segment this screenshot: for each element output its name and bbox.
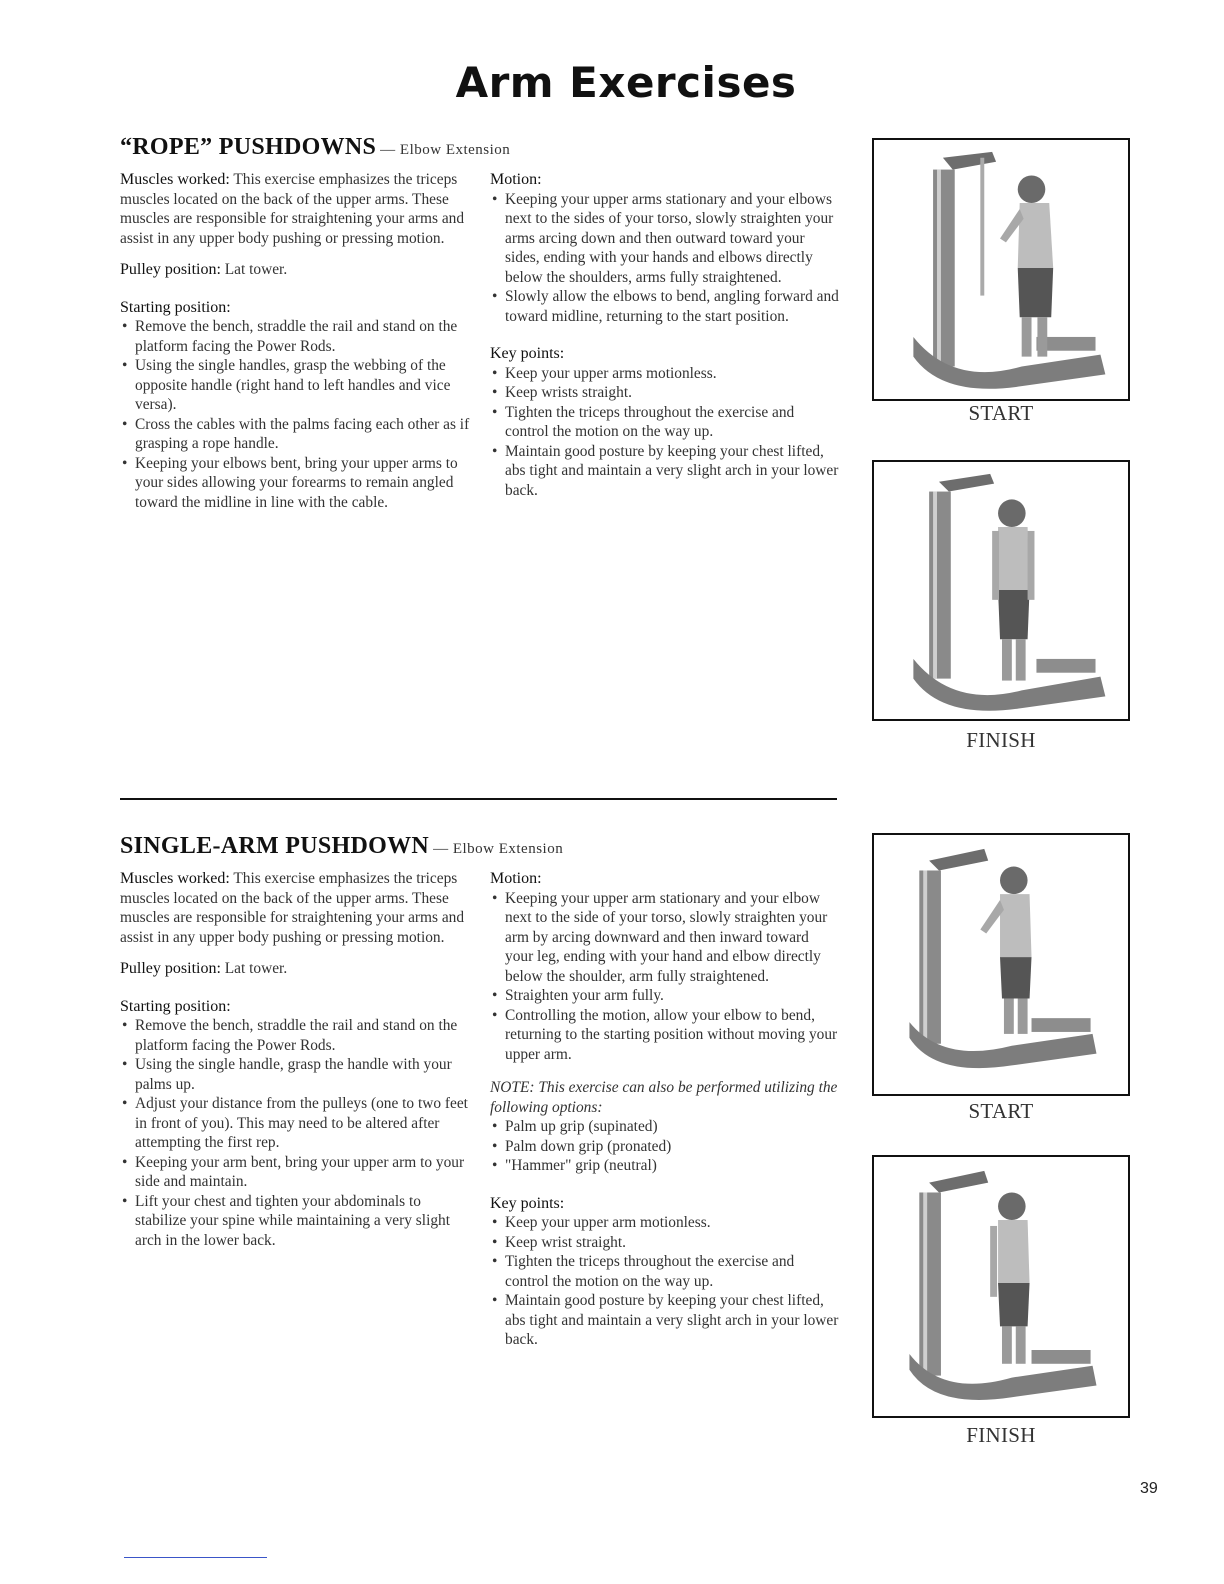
page-title: Arm Exercises xyxy=(455,58,797,107)
starting-label: Starting position: xyxy=(120,298,231,316)
finish-caption: FINISH xyxy=(966,1423,1036,1447)
pulley-text: Lat tower. xyxy=(224,261,288,278)
muscles-label: Muscles worked: xyxy=(120,171,230,188)
exercise-illustration-finish xyxy=(874,462,1128,719)
list-item: • Maintain good posture by keeping your chest lifted, abs tight and maintain a very slight arch in your lower back. xyxy=(490,442,840,501)
key-points-label: Key points: xyxy=(490,345,565,362)
list-item: • Slowly allow the elbows to bend, angling forward and toward midline, returning to the start position. xyxy=(490,287,840,326)
motion-list xyxy=(490,190,840,327)
list-item: • Straighten your arm fully. xyxy=(490,986,840,1006)
left-column xyxy=(120,869,472,1250)
finish-caption: FINISH xyxy=(966,728,1036,752)
section-subtitle: — Elbow Extension xyxy=(380,142,511,158)
footer-rule xyxy=(124,1557,267,1558)
key-points-label: Key points: xyxy=(490,1194,565,1212)
list-item: • Remove the bench, straddle the rail and stand on the platform facing the Power Rods. xyxy=(120,317,472,356)
list-item: • Controlling the motion, allow your elbow to bend, returning to the starting position without moving your upper arm. xyxy=(490,1006,840,1065)
start-caption: START xyxy=(968,1099,1034,1123)
section-divider xyxy=(120,798,837,800)
pulley-label: Pulley position: xyxy=(120,960,221,977)
section-title: SINGLE-ARM PUSHDOWN xyxy=(120,833,430,859)
list-item: • Keep wrists straight. xyxy=(490,383,840,403)
list-item: • Tighten the triceps throughout the exercise and control the motion on the way up. xyxy=(490,1252,840,1291)
section-subtitle: — Elbow Extension xyxy=(433,841,564,857)
page-number: 39 xyxy=(1140,1480,1158,1497)
note-text: NOTE: This exercise can also be performed utilizing the following options: xyxy=(490,1079,838,1116)
pulley-label: Pulley position: xyxy=(120,261,221,278)
list-item: • Cross the cables with the palms facing each other as if grasping a rope handle. xyxy=(120,415,472,454)
muscles-label: Muscles worked: xyxy=(120,870,230,887)
muscles-text: This exercise emphasizes the triceps muscles located on the back of the upper arms. These muscles are responsible for straightening your arms and assist in any upper body pushing or pressing motion. xyxy=(120,870,465,946)
list-item: • Palm up grip (supinated) xyxy=(490,1117,840,1137)
motion-label: Motion: xyxy=(490,171,542,188)
right-column xyxy=(490,170,840,500)
pulley-position xyxy=(120,959,472,979)
list-item: • Using the single handles, grasp the webbing of the opposite handle (right hand to left handles and vice versa). xyxy=(120,356,472,415)
finish-photo xyxy=(872,1155,1130,1418)
list-item: • "Hammer" grip (neutral) xyxy=(490,1156,840,1176)
list-item: • Keeping your upper arms stationary and your elbows next to the sides of your torso, slowly straighten your arms arcing down and then outward toward your sides, ending with your hands and elbows directly below the shoulders, arms fully straightened. xyxy=(490,190,840,288)
start-photo xyxy=(872,833,1130,1096)
pulley-text: Lat tower. xyxy=(224,960,288,977)
list-item: • Keep your upper arm motionless. xyxy=(490,1213,840,1233)
finish-photo xyxy=(872,460,1130,721)
motion-label: Motion: xyxy=(490,870,542,887)
list-item: • Remove the bench, straddle the rail and stand on the platform facing the Power Rods. xyxy=(120,1016,472,1055)
list-item: • Palm down grip (pronated) xyxy=(490,1137,840,1157)
exercise-illustration-start xyxy=(874,140,1128,399)
list-item: • Maintain good posture by keeping your chest lifted, abs tight and maintain a very slight arch in your lower back. xyxy=(490,1291,840,1350)
pulley-position xyxy=(120,260,472,280)
section-heading xyxy=(120,134,510,161)
list-item: • Keep wrist straight. xyxy=(490,1233,840,1253)
muscles-worked xyxy=(120,170,472,248)
muscles-worked xyxy=(120,869,472,947)
start-caption: START xyxy=(968,401,1034,425)
motion-list xyxy=(490,889,840,1065)
starting-label: Starting position: xyxy=(120,997,231,1015)
exercise-illustration-finish xyxy=(874,1157,1128,1416)
list-item: • Tighten the triceps throughout the exercise and control the motion on the way up. xyxy=(490,403,840,442)
exercise-illustration-start xyxy=(874,835,1128,1094)
left-column xyxy=(120,170,472,512)
key-points-list xyxy=(490,1213,840,1350)
list-item: • Keeping your arm bent, bring your upper arm to your side and maintain. xyxy=(120,1153,472,1192)
key-points-list xyxy=(490,364,840,501)
list-item: • Lift your chest and tighten your abdominals to stabilize your spine while maintaining a very slight arch in the lower back. xyxy=(120,1192,472,1251)
list-item: • Keep your upper arms motionless. xyxy=(490,364,840,384)
starting-list xyxy=(120,1016,472,1250)
section-heading xyxy=(120,833,563,860)
muscles-text: This exercise emphasizes the triceps muscles located on the back of the upper arms. These muscles are responsible for straightening your arms and assist in any upper body pushing or pressing motion. xyxy=(120,171,465,247)
list-item: • Using the single handle, grasp the handle with your palms up. xyxy=(120,1055,472,1094)
section-single-arm-pushdown xyxy=(120,833,1140,1453)
starting-list xyxy=(120,317,472,512)
section-title: “ROPE” PUSHDOWNS xyxy=(120,134,377,160)
list-item: • Keeping your elbows bent, bring your upper arms to your sides allowing your forearms to remain angled toward the midline in line with the cable. xyxy=(120,454,472,513)
list-item: • Adjust your distance from the pulleys (one to two feet in front of you). This may need to be altered after attempting the first rep. xyxy=(120,1094,472,1153)
section-rope-pushdowns xyxy=(120,134,1140,774)
start-photo xyxy=(872,138,1130,401)
right-column xyxy=(490,869,840,1350)
grip-options-list xyxy=(490,1117,840,1176)
list-item: • Keeping your upper arm stationary and your elbow next to the side of your torso, slowly straighten your arm by arcing downward and then inward toward your leg, ending with your hand and elbow directly below the shoulder, arm fully straightened. xyxy=(490,889,840,987)
